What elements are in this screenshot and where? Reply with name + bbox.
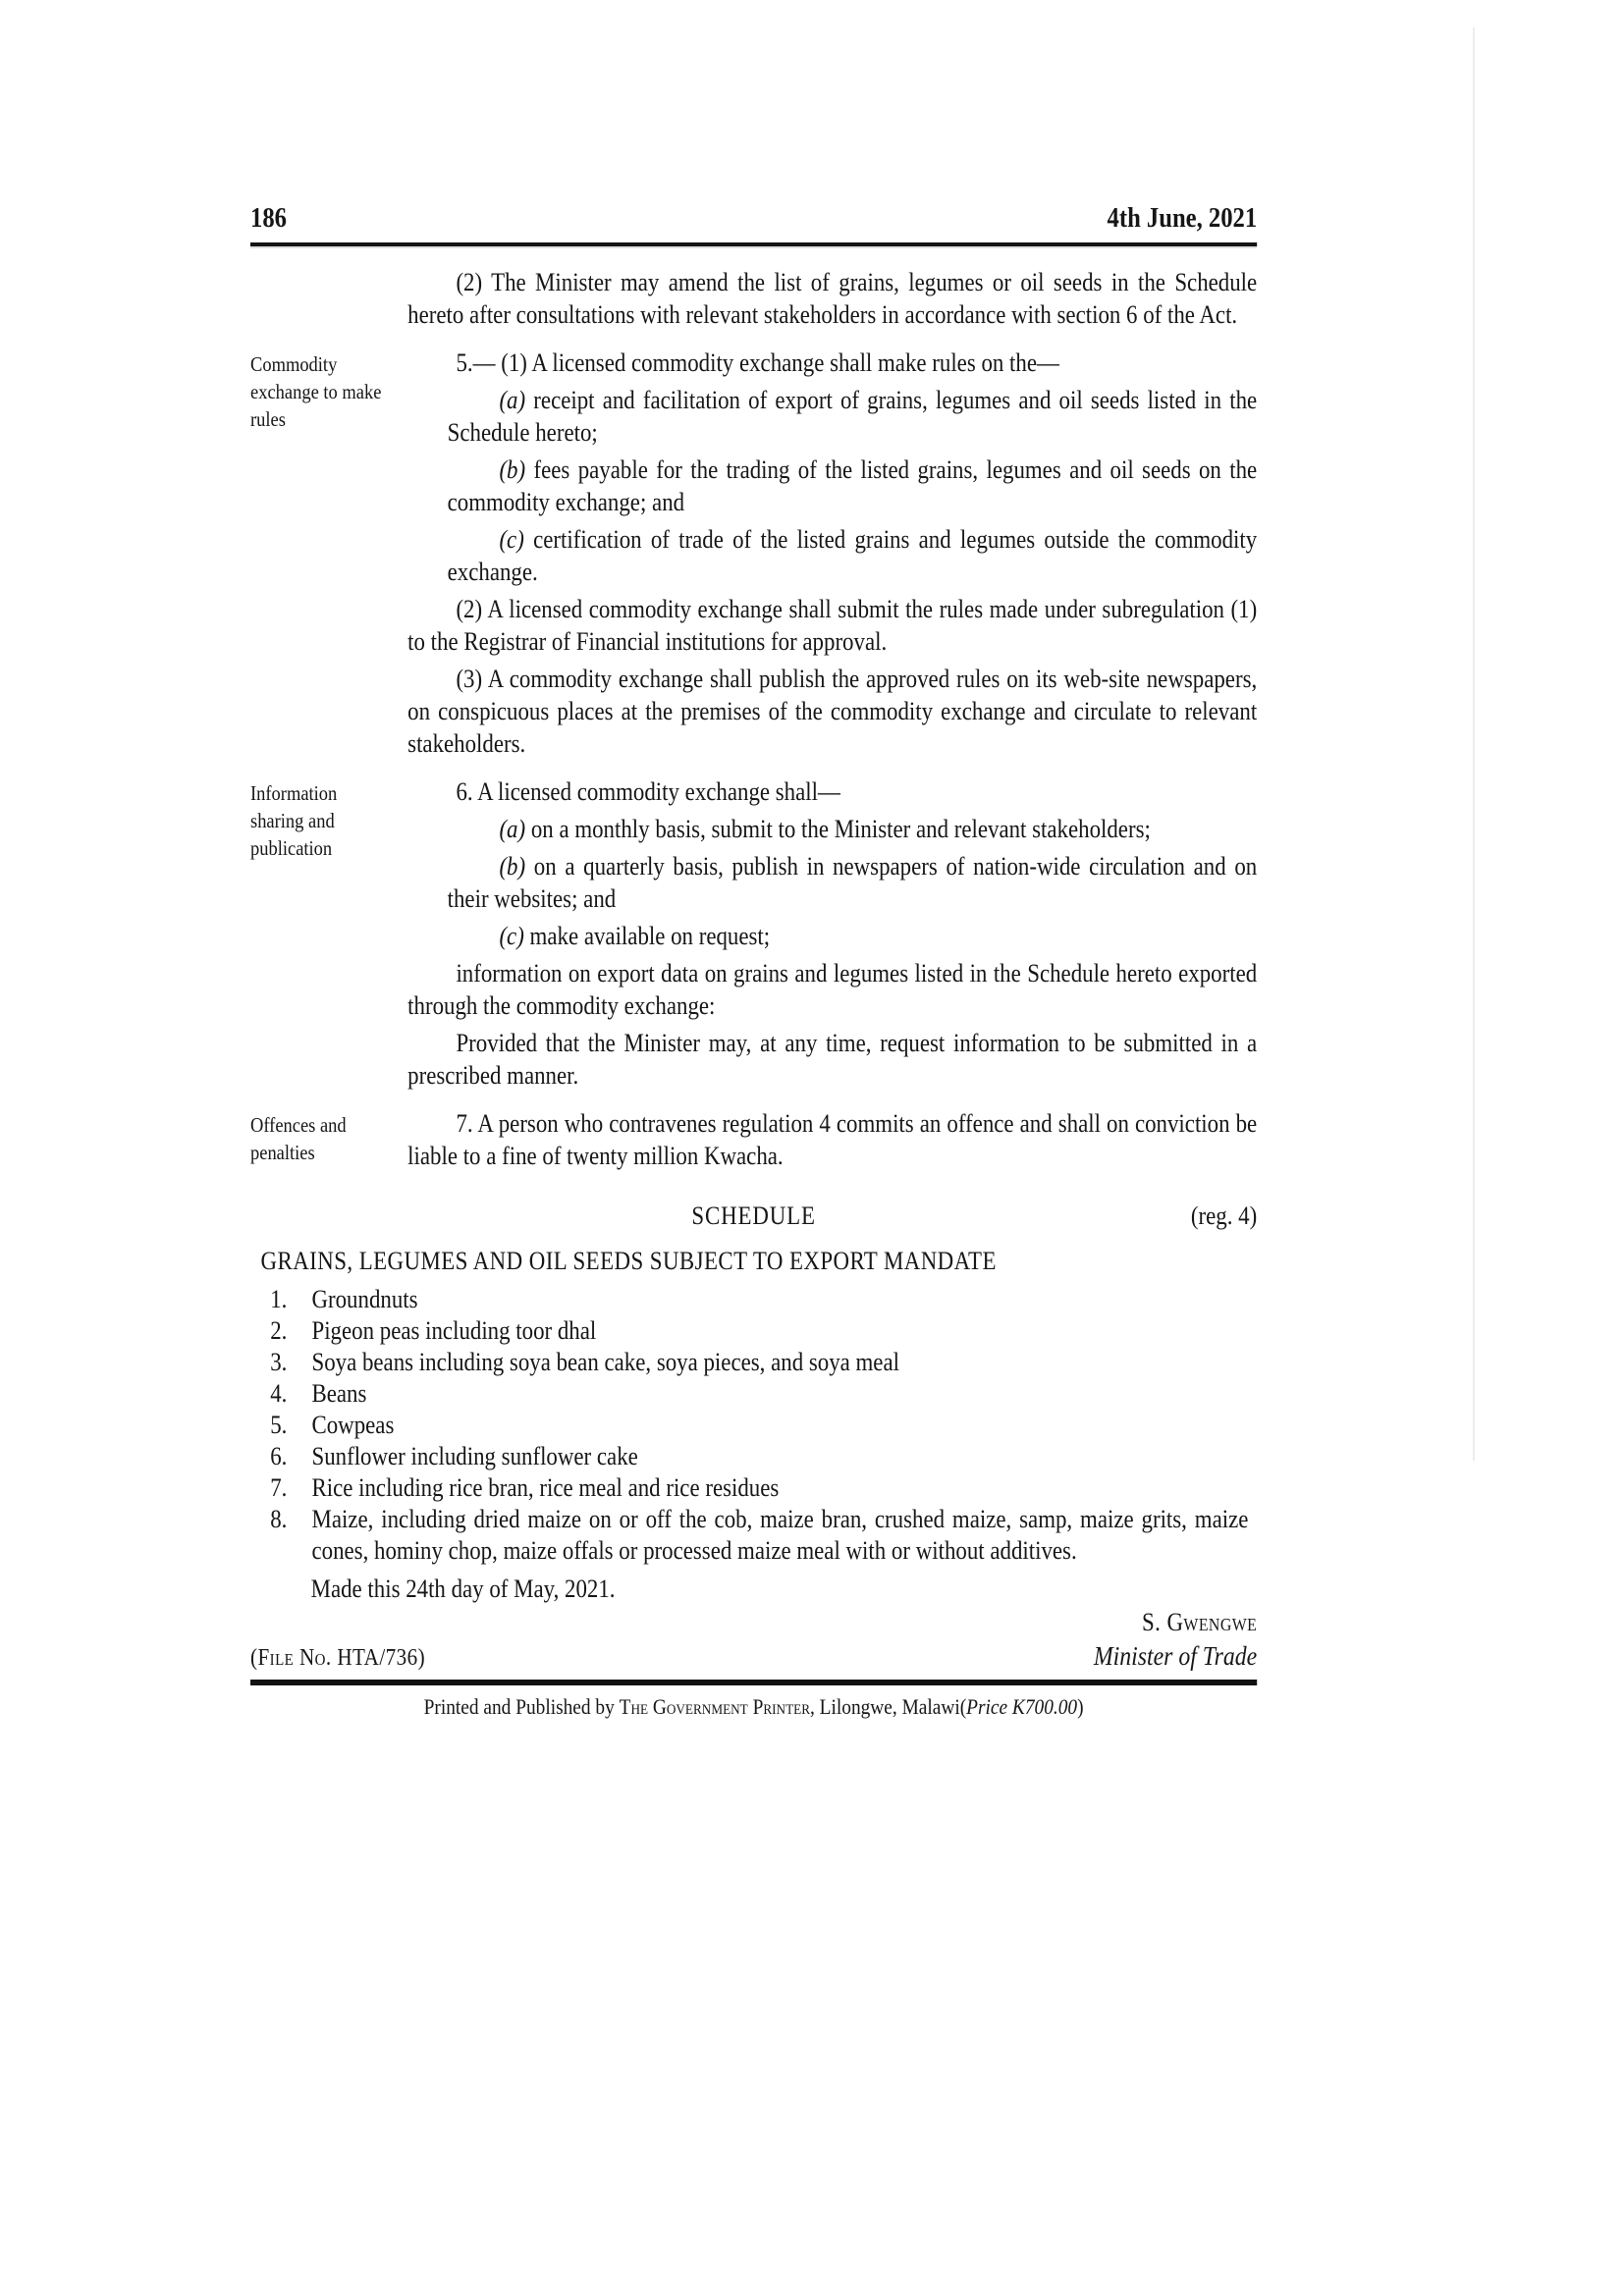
government-printer-name: The Government Printer xyxy=(619,1694,811,1719)
signatory-title: Minister of Trade xyxy=(1093,1641,1258,1671)
schedule-section xyxy=(250,1200,1257,1567)
reg5-item-b: (b) fees payable for the trading of the listed grains, legumes and oil seeds on the commodity exchange; and xyxy=(447,455,1258,516)
clause-reg4-continuation xyxy=(250,266,1257,331)
schedule-item: 4. Beans xyxy=(270,1379,367,1408)
schedule-item: 2. Pigeon peas including toor dhal xyxy=(270,1316,597,1345)
reg6-item-c: (c) make available on request; xyxy=(499,922,771,950)
printer-imprint: Printed and Published by The Government Printer, Lilongwe, Malawi(Price K700.00) xyxy=(423,1694,1084,1719)
footer-rule xyxy=(250,1680,1257,1685)
file-number: (File No. HTA/736) xyxy=(250,1645,426,1671)
schedule-heading: GRAINS, LEGUMES AND OIL SEEDS SUBJECT TO EXPORT MANDATE xyxy=(260,1247,997,1275)
schedule-item: 8. Maize, including dried maize on or off the cob, maize bran, crushed maize, samp, maize grits, maize cones, hominy chop, maize offals or processed maize meal with or without additives. xyxy=(270,1505,1249,1565)
reg5-item-c: (c) certification of trade of the listed grains and legumes outside the commodity exchange. xyxy=(447,525,1258,586)
schedule-item: 6. Sunflower including sunflower cake xyxy=(270,1442,638,1470)
reg6-proviso-paragraph: Provided that the Minister may, at any time, request information to be submitted in a prescribed manner. xyxy=(407,1029,1258,1090)
margin-note-information-sharing: Information sharing and publication xyxy=(250,781,338,860)
signatory-name: S. Gwengwe xyxy=(1141,1608,1258,1636)
page-number: 186 xyxy=(250,203,287,234)
schedule-item: 7. Rice including rice bran, rice meal and rice residues xyxy=(270,1473,780,1502)
reg5-subreg1-paragraph: 5.— (1) A licensed commodity exchange shall make rules on the— xyxy=(456,348,1059,377)
scan-artifact-line xyxy=(1473,27,1475,1461)
made-date-line: Made this 24th day of May, 2021. xyxy=(310,1575,616,1603)
clause-6 xyxy=(250,775,1257,1092)
reg6-lead-paragraph: 6. A licensed commodity exchange shall— xyxy=(456,777,840,806)
reg5-subreg2-paragraph: (2) A licensed commodity exchange shall submit the rules made under subregulation (1) to the Registrar of Financial institutions for approval. xyxy=(407,595,1258,656)
schedule-title: SCHEDULE xyxy=(691,1201,816,1230)
reg6-closing-paragraph: information on export data on grains and legumes listed in the Schedule hereto exported through the commodity exchange: xyxy=(407,959,1258,1020)
reg4-subreg2-paragraph: (2) The Minister may amend the list of grains, legumes or oil seeds in the Schedule hereto after consultations with relevant stakeholders in accordance with section 6 of the Act. xyxy=(407,268,1258,329)
margin-note-empty xyxy=(250,266,407,331)
margin-note-commodity-exchange: Commodity exchange to make rules xyxy=(250,352,382,431)
clause-7 xyxy=(250,1107,1257,1172)
page-content xyxy=(250,0,1257,1721)
reg6-item-b: (b) on a quarterly basis, publish in newspapers of nation-wide circulation and on their websites; and xyxy=(447,852,1258,913)
header-date: 4th June, 2021 xyxy=(1107,203,1258,234)
schedule-reg-ref: (reg. 4) xyxy=(1190,1201,1258,1230)
clause-5 xyxy=(250,347,1257,760)
schedule-item: 5. Cowpeas xyxy=(270,1411,395,1439)
schedule-item: 1. Groundnuts xyxy=(270,1285,418,1313)
margin-note-offences: Offences and penalties xyxy=(250,1113,347,1164)
reg7-paragraph: 7. A person who contravenes regulation 4 commits an offence and shall on conviction be liable to a fine of twenty million Kwacha. xyxy=(407,1109,1258,1170)
schedule-list xyxy=(250,1284,1257,1567)
reg5-item-a: (a) receipt and facilitation of export of grains, legumes and oil seeds listed in the Schedule hereto; xyxy=(447,386,1258,447)
price-label: Price K700.00 xyxy=(966,1694,1078,1719)
page-header xyxy=(250,201,1257,237)
reg5-subreg3-paragraph: (3) A commodity exchange shall publish the approved rules on its web-site newspapers, on conspicuous places at the premises of the commodity exchange and circulate to relevant stakeholders. xyxy=(407,665,1258,758)
header-rule xyxy=(250,242,1257,246)
schedule-item: 3. Soya beans including soya bean cake, soya pieces, and soya meal xyxy=(270,1348,899,1376)
reg6-item-a: (a) on a monthly basis, submit to the Minister and relevant stakeholders; xyxy=(499,815,1151,843)
